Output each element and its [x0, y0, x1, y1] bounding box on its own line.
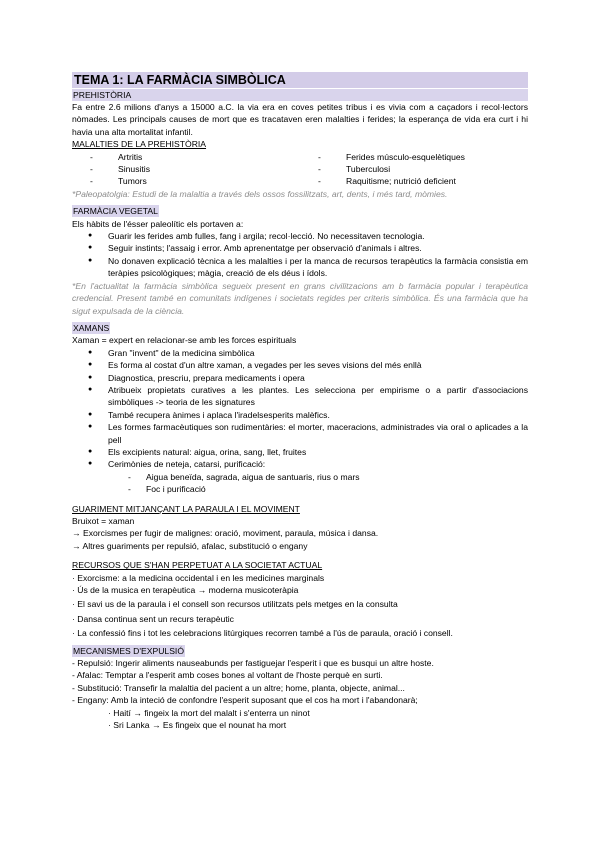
list-item: · Ús de la musica en terapèutica → moderna musicoteràpia	[72, 585, 299, 596]
list-item: ● Diagnostica, prescriu, prepara medicaments i opera	[72, 372, 528, 384]
list-item: ● Es forma al costat d'un altre xaman, a vegades per les seves visions del més enllà	[72, 359, 528, 371]
list-item: - Tuberculosi	[318, 164, 391, 175]
guariment-line: Bruixot = xaman	[72, 516, 135, 526]
guariment-line: → Exorcismes per fugir de malignes: oració, moviment, paraula, música i dansa.	[72, 528, 379, 539]
vegetal-note: *En l'actualitat la farmàcia simbòlica segueix present en grans civilitzacions am b farmàcia popular i terapèutica credencial. Present també en comunitats indígenes i societats regides per criteris simbòlica. És una farmàcia que ha sigut expulsada de la ciència.	[72, 280, 528, 316]
document-page	[72, 72, 528, 732]
paleopatologia-note: *Paleopatolgia: Estudi de la malaltia a través dels ossos fossilitzats, art, dents, i més tard, mòmies.	[72, 188, 448, 199]
section-heading-prehistoria: PREHISTÒRIA	[72, 89, 528, 101]
list-item: · Dansa continua sent un recurs terapèutic	[72, 613, 234, 624]
list-item: ● Els excipients natural: aigua, orina, sang, llet, fruites	[72, 446, 528, 458]
list-item: ● També recupera ànimes i aplaca l'iradelsesperits malèfics.	[72, 409, 528, 421]
malalties-column-2	[300, 151, 528, 188]
prehistoria-paragraph: Fa entre 2.6 milions d'anys a 15000 a.C. la via era en coves petites tribus i es vivia com a caçadors i recol·lectors nòmades. Les principals causes de mort que es tracataven eren malalties i ferides; la esperança de vida era curt i hi havia una alta mortalitat infantil.	[72, 102, 528, 137]
sub-list-item: - Foc i purificació	[128, 484, 206, 495]
list-item: ● Gran "invent" de la medicina simbòlica	[72, 347, 528, 359]
list-item: ● Seguir instints; l'assaig i error. Amb aprenentatge per observació d'animals i altres.	[72, 242, 528, 254]
list-item: ● Guarir les ferides amb fulles, fang i argila; recol·lecció. No necessitaven tecnologia.	[72, 230, 528, 242]
vegetal-list	[72, 230, 528, 280]
malalties-columns	[72, 151, 528, 188]
list-item: ● Cerimònies de neteja, catarsi, purificació:	[72, 458, 528, 470]
list-item: - Substitució: Transefir la malaltia del pacient a un altre; home, planta, objecte, animal...	[72, 682, 405, 693]
list-item: - Afalac: Temptar a l'esperit amb coses bones al voltant de l'hoste perquè en surti.	[72, 670, 383, 681]
document-title: TEMA 1: LA FARMÀCIA SIMBÒLICA	[72, 72, 528, 88]
list-item: ● No donaven explicació tècnica a les malalties i per la manca de recursos terapèutics la farmàcia consistia em teràpies psicològiques; màgia, creació de els déus i ídols.	[72, 255, 528, 280]
malalties-column-1	[72, 151, 300, 188]
xamans-intro: Xaman = expert en relacionar-se amb les forces espirituals	[72, 335, 297, 346]
section-heading-mecanismes: MECANISMES D'EXPULSIÓ	[73, 645, 184, 656]
sub-list-item: · Haití → fingeix la mort del malalt i s'enterra un ninot	[108, 707, 310, 718]
sub-list-item: - Aigua beneïda, sagrada, aigua de santuaris, rius o mars	[128, 471, 360, 482]
list-item: - Raquitisme; nutrició deficient	[318, 176, 456, 187]
list-item: ● Atribueix propietats curatives a les plantes. Les selecciona per empirisme o a partir d'associacions simbòliques -> teoria de les signatures	[72, 384, 528, 409]
xamans-list	[72, 347, 528, 471]
list-item: - Sinusitis	[90, 164, 150, 175]
list-item: - Ferides músculo-esquelètiques	[318, 151, 465, 162]
list-item: · La confessió fins i tot les celebracions litúrgiques recorren també a l'ús de paraula, oració i consell.	[72, 628, 453, 639]
guariment-line: → Altres guariments per repulsió, afalac, substitució o engany	[72, 540, 308, 551]
list-item: - Repulsió: Ingerir aliments nauseabunds per fastiguejar l'esperit i que es busqui un altre hoste.	[72, 658, 434, 669]
sub-list-item: · Sri Lanka → Es fingeix que el nounat ha mort	[108, 720, 287, 731]
vegetal-intro: Els hàbits de l'ésser paleolític els portaven a:	[72, 218, 244, 229]
section-heading-xamans: XAMANS	[73, 322, 110, 333]
section-heading-recursos: RECURSOS QUE S'HAN PERPETUAT A LA SOCIETAT ACTUAL	[72, 560, 323, 571]
list-item: - Artritis	[90, 151, 143, 162]
list-item: - Engany: Amb la inteció de confondre l'esperit suposant que el cos ha mort i l'abandonarà;	[72, 695, 418, 706]
list-item: - Tumors	[90, 176, 147, 187]
list-item: · El savi us de la paraula i el consell son recursos utilitzats pels metges en la consulta	[72, 599, 398, 610]
section-heading-guariment: GUARIMENT MITJANÇANT LA PARAULA I EL MOVIMENT	[72, 503, 300, 514]
malalties-heading: MALALTIES DE LA PREHISTÒRIA	[72, 139, 207, 150]
list-item: ● Les formes farmacèutiques son rudimentàries: el morter, maceracions, administrades via oral o aplicades a la pell	[72, 421, 528, 446]
list-item: · Exorcisme: a la medicina occidental i en les medicines marginals	[72, 572, 325, 583]
section-heading-farmacia-vegetal: FARMÀCIA VEGETAL	[73, 206, 158, 217]
